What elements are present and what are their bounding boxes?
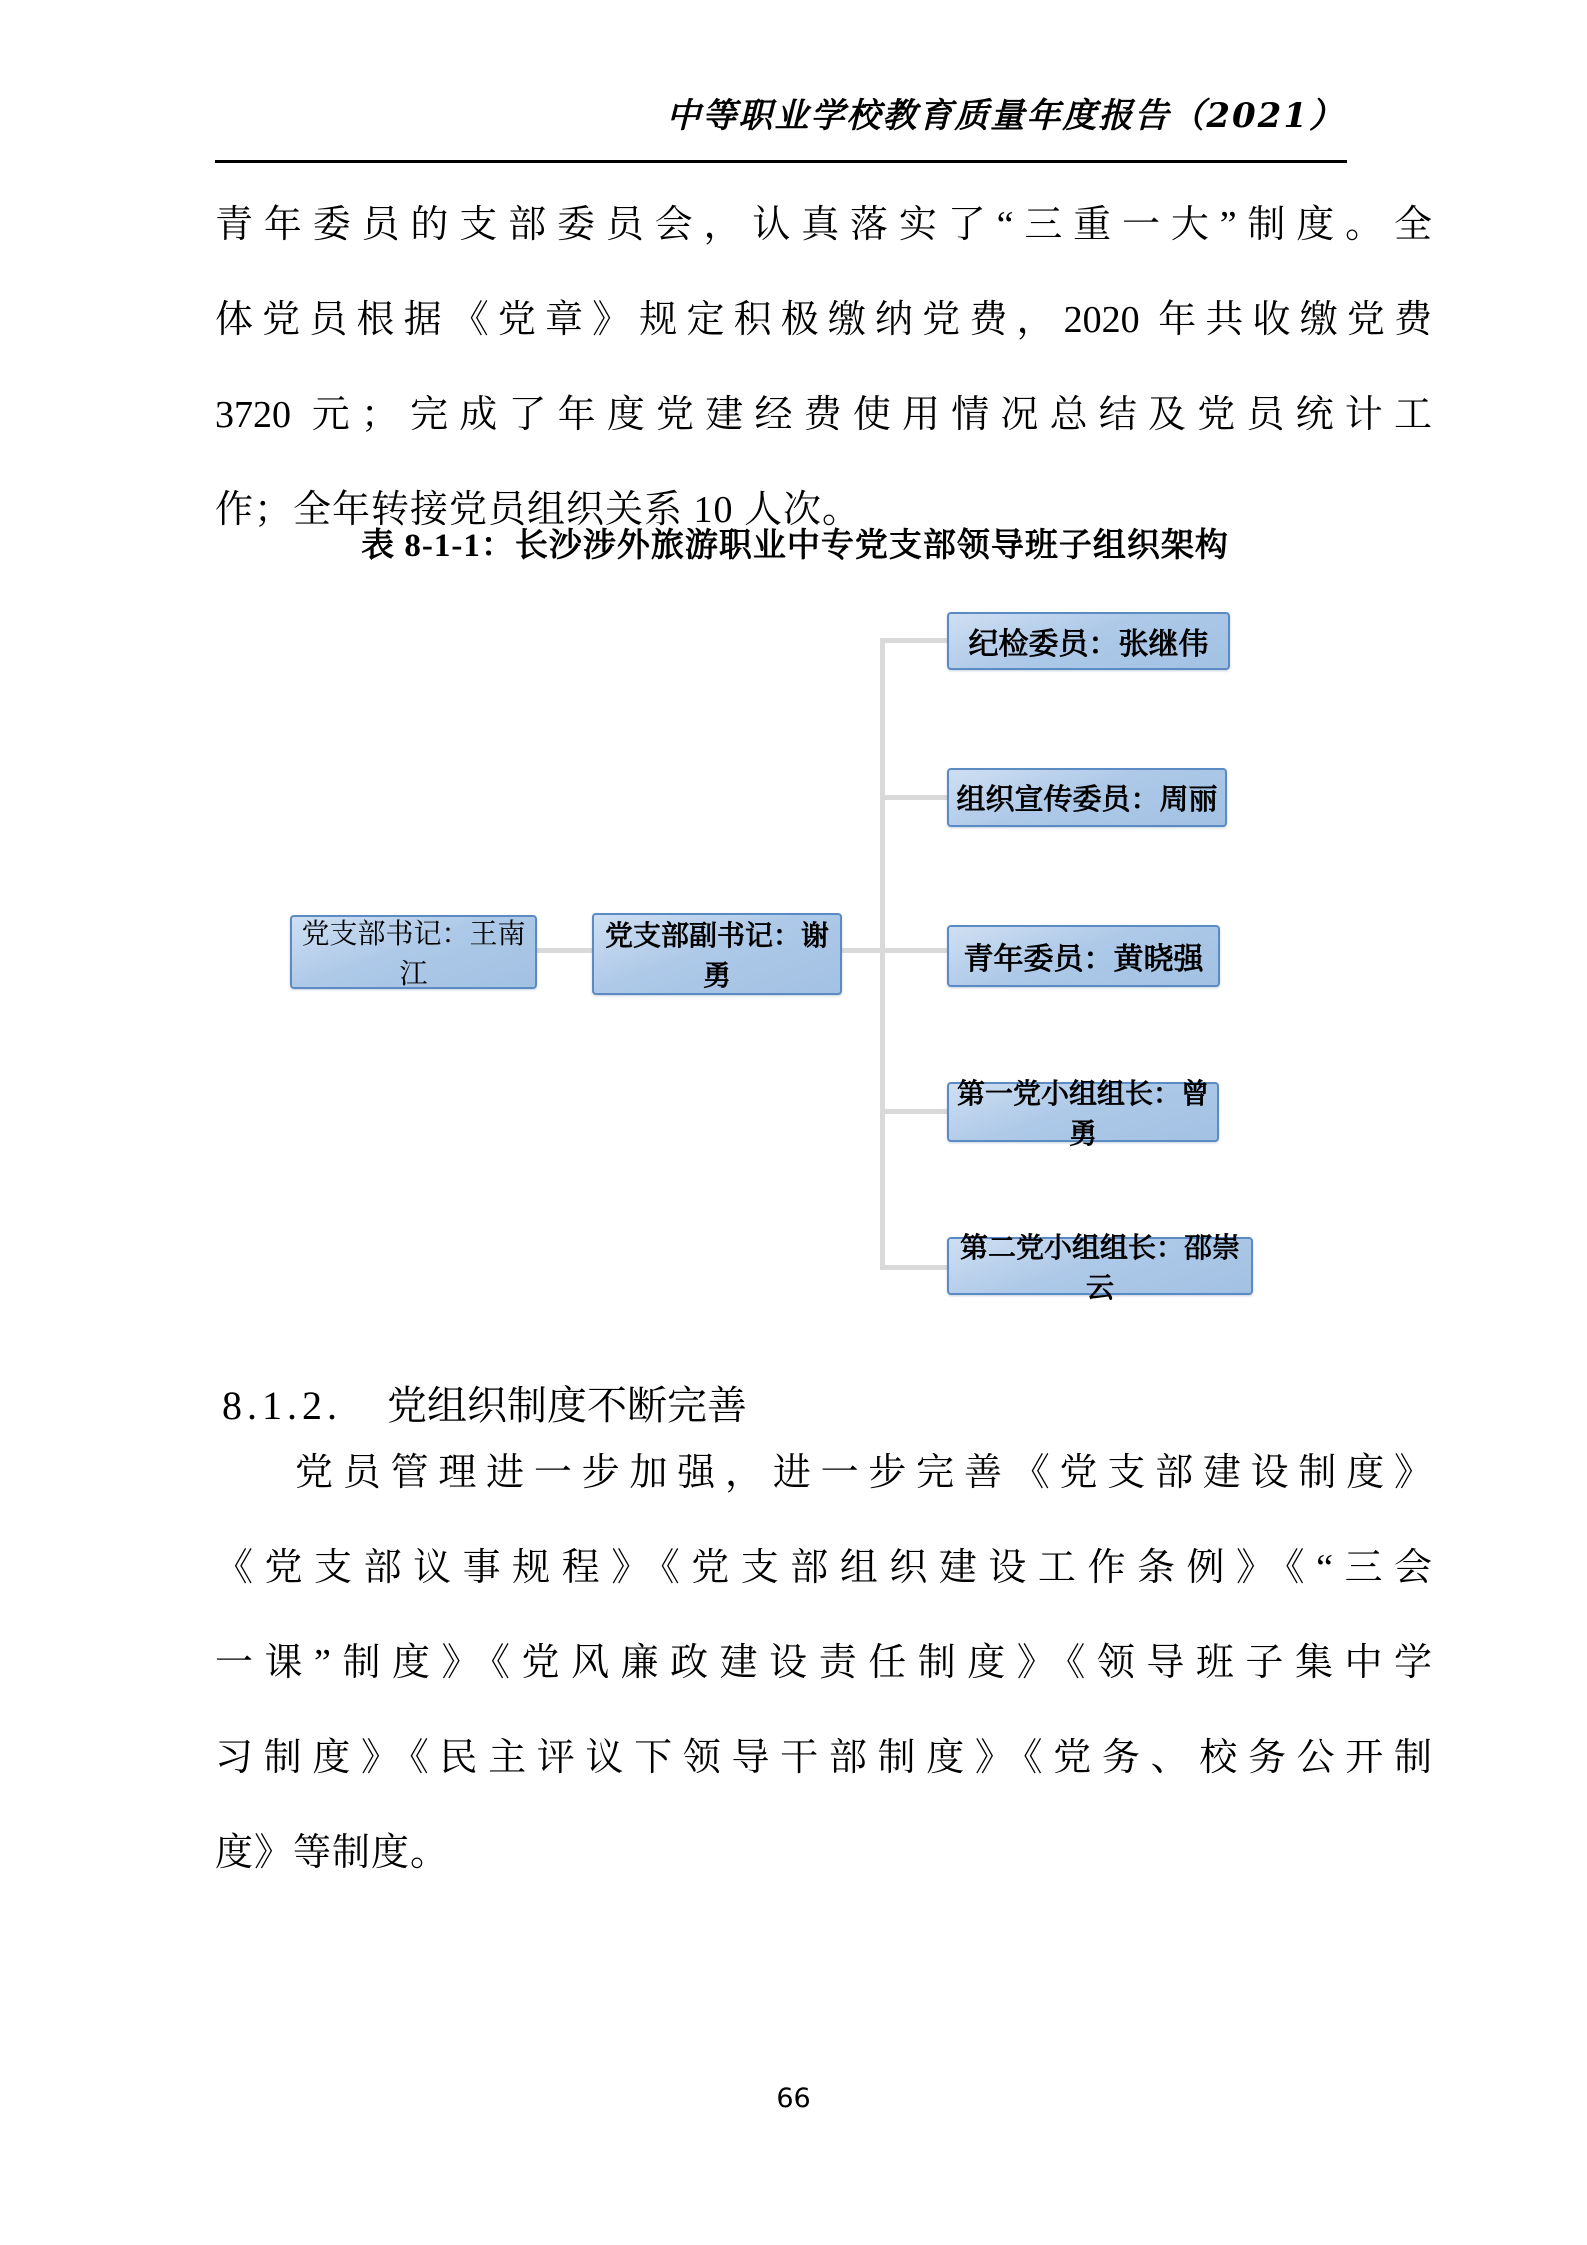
page-number: 66 [776, 2083, 811, 2114]
page-header-title: 中等职业学校教育质量年度报告（2021） [666, 96, 1345, 136]
org-box-second-group-leader: 第二党小组组长：邵崇云 [947, 1237, 1253, 1295]
paragraph-1-line-3: 3720 元；完成了年度党建经费使用情况总结及党员统计工 [215, 394, 1432, 436]
table-caption: 表 8-1-1：长沙涉外旅游职业中专党支部领导班子组织架构 [361, 528, 1229, 564]
paragraph-1-line-4: 作；全年转接党员组织关系 10 人次。 [215, 489, 862, 531]
connector-branch-4 [885, 1109, 947, 1114]
org-box-organization-publicity-member: 组织宣传委员：周丽 [947, 768, 1227, 827]
paragraph-1 [215, 178, 1432, 558]
section-number: 8.1.2. [222, 1383, 342, 1428]
connector-trunk [880, 638, 885, 1270]
paragraph-1-line-2: 体党员根据《党章》规定积极缴纳党费，2020 年共收缴党费 [215, 299, 1432, 341]
paragraph-2-line-3: 一课”制度》《党风廉政建设责任制度》《领导班子集中学 [215, 1642, 1432, 1684]
connector-secretary-deputy [537, 948, 592, 953]
connector-branch-2 [885, 795, 947, 800]
paragraph-2-line-4: 习制度》《民主评议下领导干部制度》《党务、校务公开制 [215, 1737, 1432, 1779]
section-title: 党组织制度不断完善 [387, 1383, 747, 1428]
org-box-first-group-leader: 第一党小组组长：曾勇 [947, 1082, 1219, 1142]
org-box-youth-member: 青年委员：黄晓强 [947, 925, 1220, 987]
paragraph-2-line-2: 《党支部议事规程》《党支部组织建设工作条例》《“三会 [215, 1547, 1432, 1589]
connector-branch-5 [885, 1265, 947, 1270]
paragraph-1-line-1: 青年委员的支部委员会，认真落实了“三重一大”制度。全 [215, 204, 1432, 246]
connector-deputy-trunk [842, 948, 947, 953]
connector-branch-1 [885, 638, 947, 643]
org-box-discipline-member: 纪检委员：张继伟 [947, 612, 1230, 670]
org-box-deputy-secretary: 党支部副书记：谢勇 [592, 913, 842, 995]
paragraph-2 [215, 1426, 1432, 1901]
org-box-secretary: 党支部书记：王南江 [290, 915, 537, 989]
paragraph-2-line-5: 度》等制度。 [215, 1832, 450, 1874]
header-divider [215, 160, 1347, 163]
paragraph-2-line-1: 党员管理进一步加强，进一步完善《党支部建设制度》 [295, 1452, 1432, 1494]
